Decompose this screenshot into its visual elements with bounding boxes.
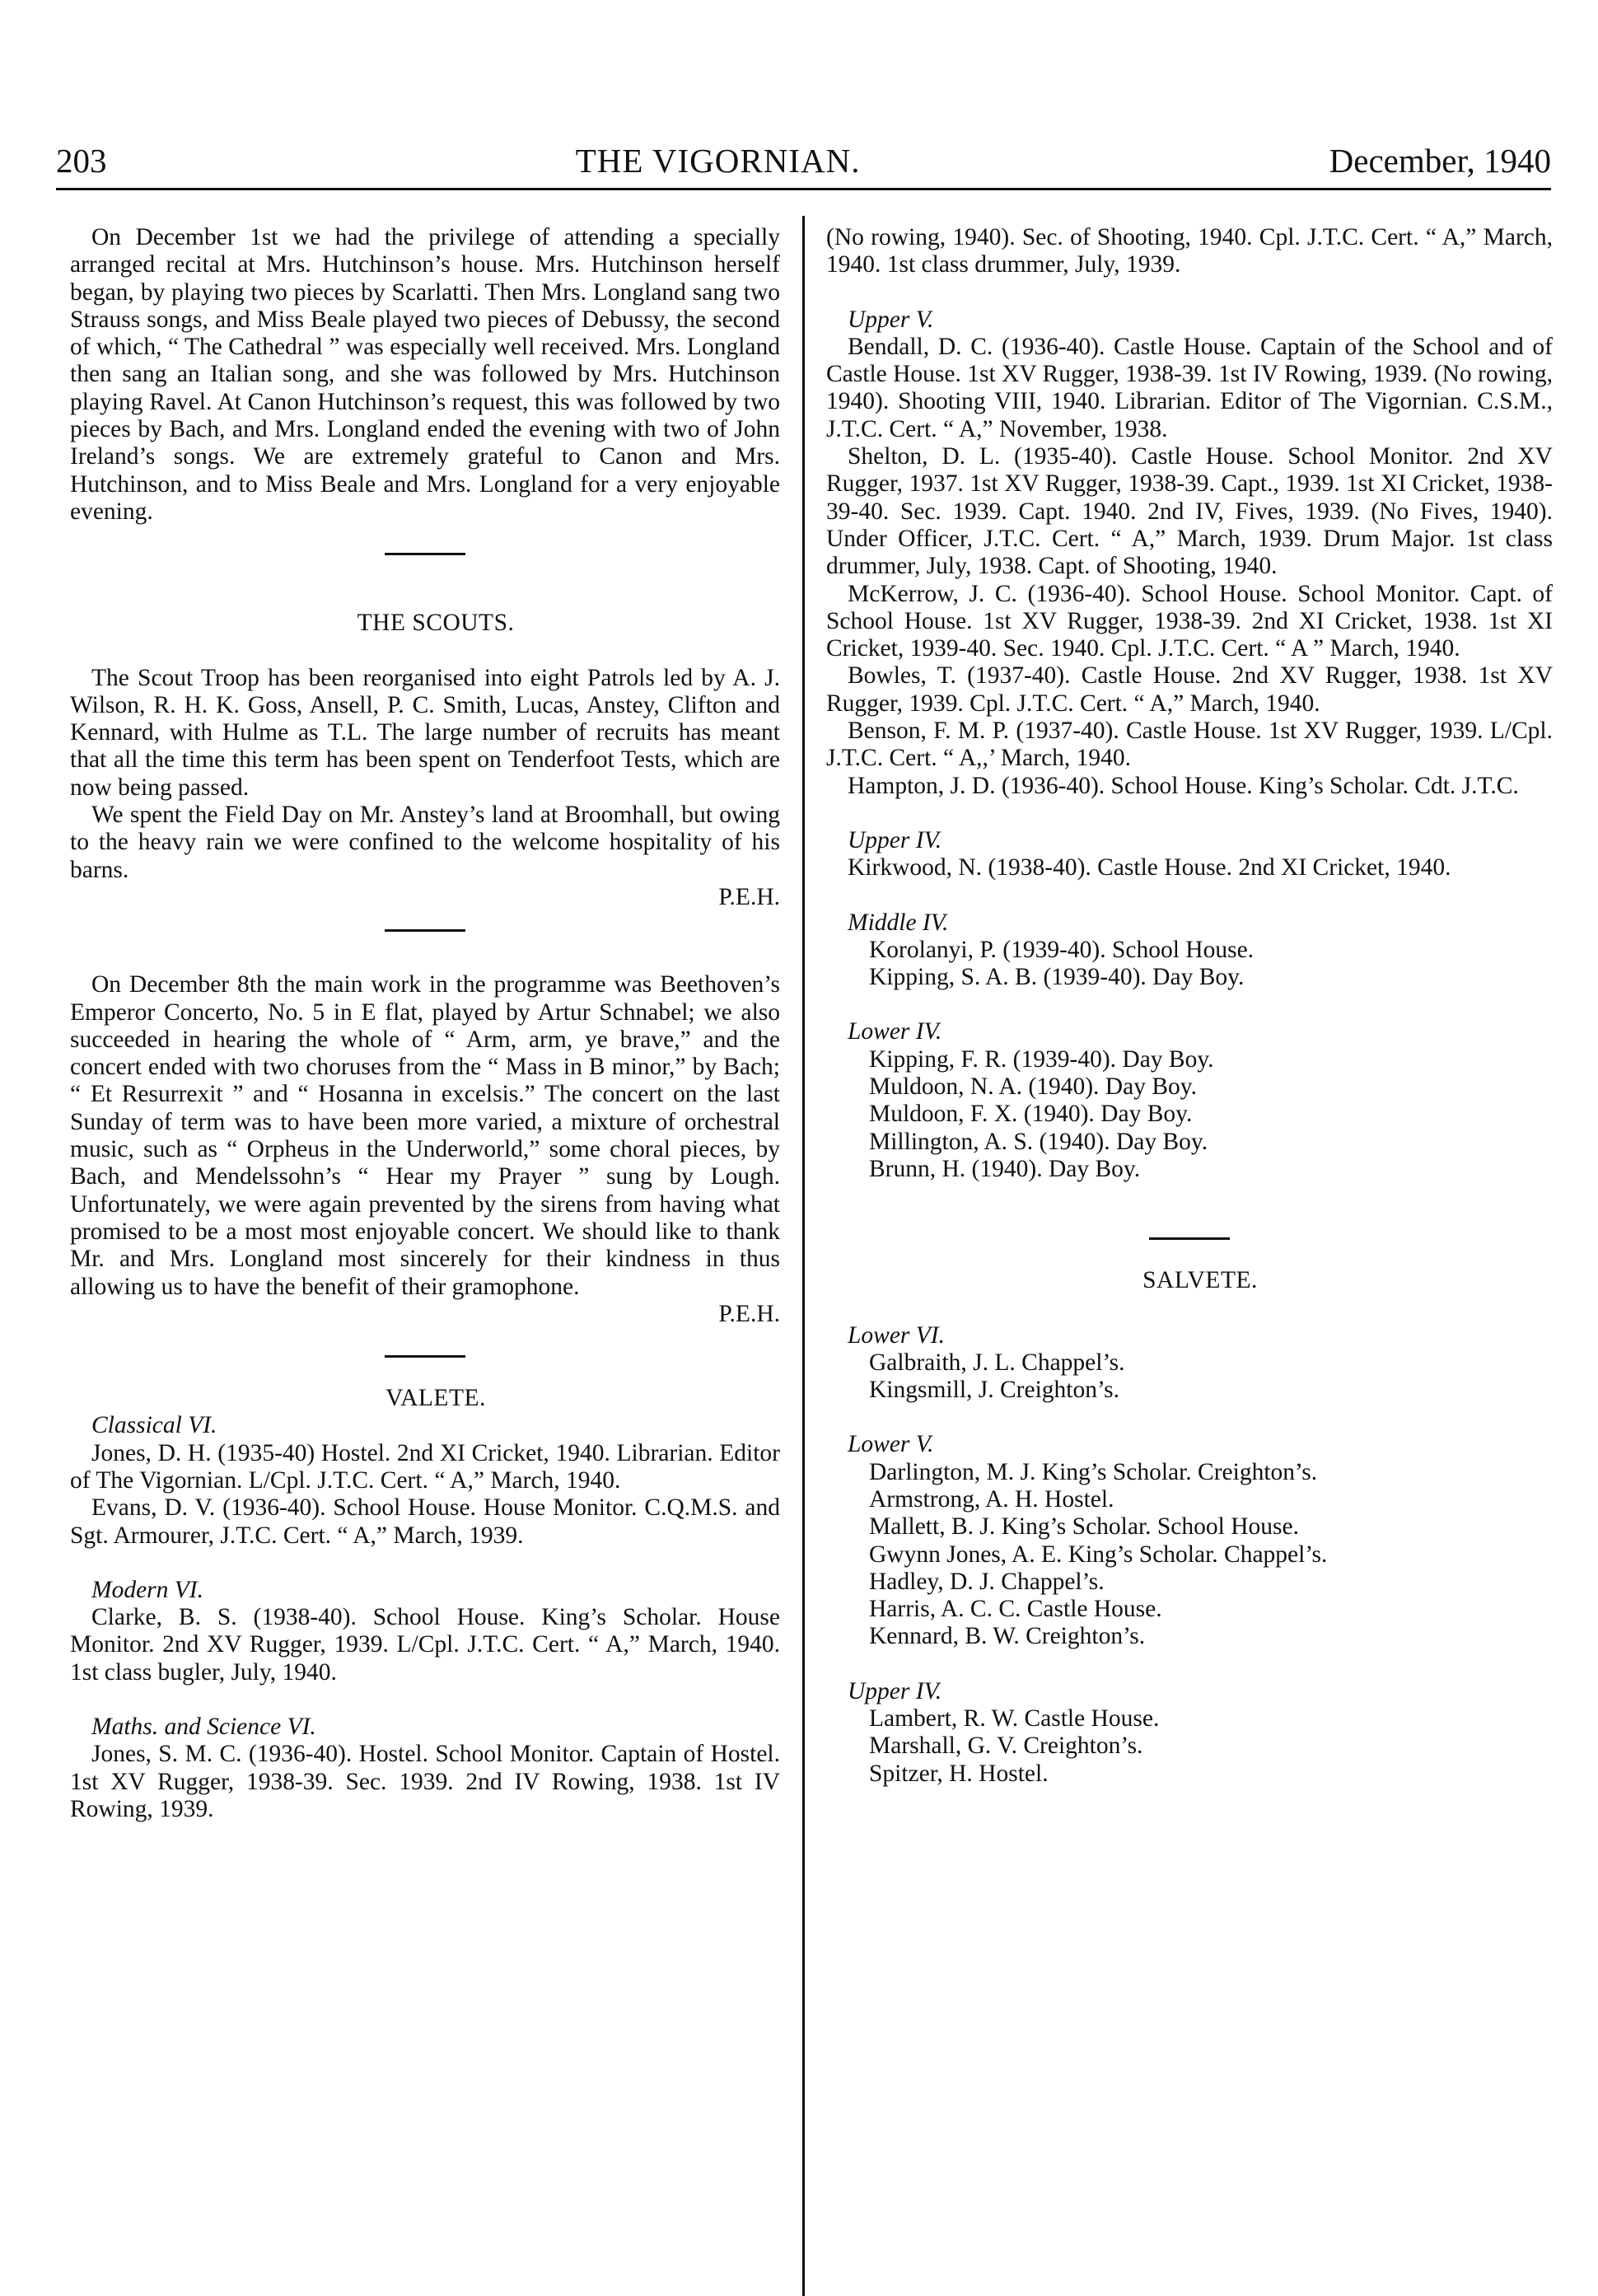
scouts-paragraph-2: We spent the Field Day on Mr. Anstey’s land at Broomhall, but owing to the heavy rain we were confined to the welcome hospitality of his barns.	[70, 802, 780, 883]
publication-title: THE VIGORNIAN.	[575, 142, 861, 180]
salvete-entry-gwynn-jones: Gwynn Jones, A. E. King’s Scholar. Chappel’s.	[869, 1541, 1328, 1568]
valete-entry-shelton: Shelton, D. L. (1935-40). Castle House. School Monitor. 2nd XV Rugger, 1937. 1st XV Rugger, 1938-39. Capt., 1939. 1st XI Cricket, 1938-39-40. Sec. 1939. Capt. 1940. 2nd IV, Fives, 1939. (No Fives, 1940). Under Officer, J.T.C. Cert. “ A,” March, 1939. Drum Major. 1st class drummer, July, 1938. Capt. of Shooting, 1940.	[826, 443, 1553, 580]
salvete-entry-galbraith: Galbraith, J. L. Chappel’s.	[869, 1349, 1125, 1376]
issue-date: December, 1940	[1329, 142, 1551, 180]
valete-entry-bowles: Bowles, T. (1937-40). Castle House. 2nd XV Rugger, 1938. 1st XV Rugger, 1939. Cpl. J.T.C. Cert. “ A,” March, 1940.	[826, 662, 1553, 717]
salvete-entry-kingsmill: Kingsmill, J. Creighton’s.	[869, 1377, 1120, 1404]
salvete-entry-armstrong: Armstrong, A. H. Hostel.	[869, 1485, 1114, 1513]
valete-entry-millington: Millington, A. S. (1940). Day Boy.	[869, 1128, 1208, 1155]
valete-heading: VALETE.	[385, 1385, 486, 1412]
scouts-heading: THE SCOUTS.	[357, 610, 515, 637]
salvete-heading: SALVETE.	[1142, 1267, 1258, 1294]
form-heading-maths-vi: Maths. and Science VI.	[91, 1714, 316, 1741]
salvete-entry-mallett: Mallett, B. J. King’s Scholar. School House.	[869, 1513, 1299, 1541]
valete-entry-jones-smc-continued: (No rowing, 1940). Sec. of Shooting, 1940. Cpl. J.T.C. Cert. “ A,” March, 1940. 1st class drummer, July, 1939.	[826, 224, 1553, 278]
salvete-form-lower-v: Lower V.	[848, 1431, 934, 1458]
form-heading-modern-vi: Modern VI.	[91, 1576, 203, 1603]
section-rule	[385, 929, 465, 932]
column-divider	[802, 216, 805, 2296]
scouts-paragraph-1: The Scout Troop has been reorganised into eight Patrols led by A. J. Wilson, R. H. K. Goss, Ansell, P. C. Smith, Lucas, Anstey, Clifton and Kennard, with Hulme as T.L. The large number of recruits has meant that all the time this term has been spent on Tenderfoot Tests, which are now being passed.	[70, 664, 780, 801]
valete-entry-mckerrow: McKerrow, J. C. (1936-40). School House. School Monitor. Capt. of School House. 1st XV Rugger, 1938-39. 2nd XI Cricket, 1938. 1st XI Cricket, 1939-40. Sec. 1940. Cpl. J.T.C. Cert. “ A ” March, 1940.	[826, 580, 1553, 662]
valete-entry-evans: Evans, D. V. (1936-40). School House. House Monitor. C.Q.M.S. and Sgt. Armourer, J.T.C. Cert. “ A,” March, 1939.	[70, 1494, 780, 1549]
form-heading-classical-vi: Classical VI.	[91, 1412, 217, 1439]
salvete-entry-harris: Harris, A. C. C. Castle House.	[869, 1596, 1162, 1623]
left-column	[70, 224, 780, 1823]
page-number: 203	[56, 142, 107, 180]
salvete-entry-kennard: Kennard, B. W. Creighton’s.	[869, 1623, 1146, 1650]
salvete-entry-lambert: Lambert, R. W. Castle House.	[869, 1705, 1160, 1733]
valete-entry-jones-smc: Jones, S. M. C. (1936-40). Hostel. School Monitor. Captain of Hostel. 1st XV Rugger, 1938-39. Sec. 1939. 2nd IV Rowing, 1938. 1st IV Rowing, 1939.	[70, 1741, 780, 1822]
header-rule	[56, 188, 1551, 190]
recital-paragraph: On December 1st we had the privilege of attending a specially arranged recital at Mrs. Hutchinson’s house. Mrs. Hutchinson herself began, by playing two pieces by Scarlatti. Then Mrs. Longland sang two Strauss songs, and Miss Beale played two pieces of Debussy, the second of which, “ The Cathedral ” was especially well received. Mrs. Longland then sang an Italian song, and she was followed by Mrs. Hutchinson playing Ravel. At Canon Hutchinson’s request, this was followed by two pieces by Bach, and Mrs. Longland ended the evening with two of John Ireland’s songs. We are extremely grateful to Canon and Mrs. Hutchinson, and to Miss Beale and Mrs. Longland for a very enjoyable evening.	[70, 224, 780, 525]
form-heading-upper-v: Upper V.	[848, 306, 934, 333]
valete-entry-muldoon-na: Muldoon, N. A. (1940). Day Boy.	[869, 1073, 1197, 1101]
valete-entry-muldoon-fx: Muldoon, F. X. (1940). Day Boy.	[869, 1101, 1193, 1128]
scouts-signature: P.E.H.	[718, 883, 780, 910]
form-heading-upper-iv: Upper IV.	[848, 826, 942, 853]
salvete-form-lower-vi: Lower VI.	[848, 1321, 945, 1349]
valete-entry-clarke: Clarke, B. S. (1938-40). School House. King’s Scholar. House Monitor. 2nd XV Rugger, 1939. L/Cpl. J.T.C. Cert. “ A,” March, 1940. 1st class bugler, July, 1940.	[70, 1604, 780, 1686]
page-header	[56, 144, 1551, 178]
valete-entry-bendall: Bendall, D. C. (1936-40). Castle House. Captain of the School and of Castle House. 1st XV Rugger, 1938-39. 1st IV Rowing, 1939. (No rowing, 1940). Shooting VIII, 1940. Librarian. Editor of The Vigornian. C.S.M., J.T.C. Cert. “ A,” November, 1938.	[826, 333, 1553, 442]
salvete-entry-marshall: Marshall, G. V. Creighton’s.	[869, 1733, 1143, 1760]
section-rule	[385, 553, 465, 555]
section-rule	[1149, 1237, 1230, 1240]
salvete-entry-darlington: Darlington, M. J. King’s Scholar. Creighton’s.	[869, 1458, 1318, 1485]
concert-paragraph: On December 8th the main work in the programme was Beethoven’s Emperor Concerto, No. 5 in E flat, played by Artur Schnabel; we also succeeded in hearing the whole of “ Arm, arm, ye brave,” and the concert ended with two choruses from the “ Mass in B minor,” by Bach; “ Et Resurrexit ” and “ Hosanna in excelsis.” The concert on the last Sunday of term was to have been more varied, a mixture of orchestral music, such as “ Orpheus in the Underworld,” some choral pieces, by Bach, and Mendelssohn’s “ Hear my Prayer ” sung by Lough. Unfortunately, we were again prevented by the sirens from having what promised to be a most most enjoyable concert. We should like to thank Mr. and Mrs. Longland most sincerely for their kindness in thus allowing us to have the benefit of their gramophone.	[70, 971, 780, 1300]
valete-entry-hampton: Hampton, J. D. (1936-40). School House. King’s Scholar. Cdt. J.T.C.	[848, 772, 1519, 799]
valete-entry-kirkwood: Kirkwood, N. (1938-40). Castle House. 2nd XI Cricket, 1940.	[848, 854, 1451, 881]
right-column	[826, 224, 1553, 1788]
valete-entry-kipping-sab: Kipping, S. A. B. (1939-40). Day Boy.	[869, 964, 1245, 991]
concert-signature: P.E.H.	[718, 1300, 780, 1327]
salvete-form-upper-iv: Upper IV.	[848, 1677, 942, 1704]
valete-entry-korolanyi: Korolanyi, P. (1939-40). School House.	[869, 936, 1255, 963]
section-rule	[385, 1355, 465, 1358]
form-heading-lower-iv: Lower IV.	[848, 1018, 942, 1045]
valete-entry-jones-dh: Jones, D. H. (1935-40) Hostel. 2nd XI Cricket, 1940. Librarian. Editor of The Vigornian. L/Cpl. J.T.C. Cert. “ A,” March, 1940.	[70, 1439, 780, 1494]
valete-entry-benson: Benson, F. M. P. (1937-40). Castle House. 1st XV Rugger, 1939. L/Cpl. J.T.C. Cert. “ A,,’ March, 1940.	[826, 718, 1553, 772]
form-heading-middle-iv: Middle IV.	[848, 909, 949, 936]
salvete-entry-spitzer: Spitzer, H. Hostel.	[869, 1760, 1049, 1787]
valete-entry-kipping-fr: Kipping, F. R. (1939-40). Day Boy.	[869, 1045, 1214, 1073]
valete-entry-brunn: Brunn, H. (1940). Day Boy.	[869, 1155, 1141, 1182]
salvete-entry-hadley: Hadley, D. J. Chappel’s.	[869, 1568, 1105, 1595]
